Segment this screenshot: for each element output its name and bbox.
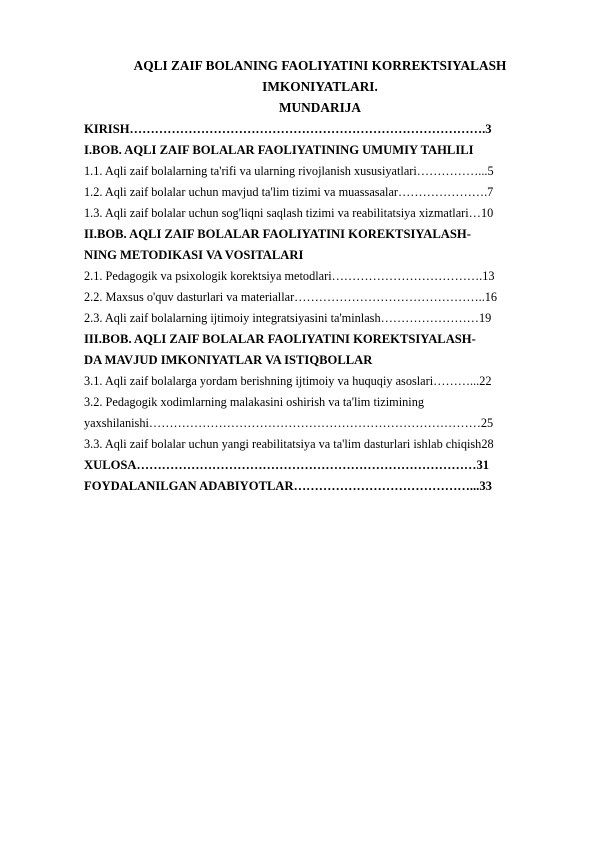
toc-chapter-2-line-1: II.BOB. AQLI ZAIF BOLALAR FAOLIYATINI KOREKTSIYALASH- <box>84 227 471 241</box>
toc-entry-3-2-line-2: yaxshilanishi………………………………………………………………………25 <box>84 416 494 430</box>
table-of-contents <box>84 119 556 497</box>
toc-heading: MUNDARIJA <box>279 100 361 115</box>
toc-entry-1-3: 1.3. Aqli zaif bolalar uchun sog'liqni saqlash tizimi va reabilitatsiya xizmatlari…10 <box>84 206 494 220</box>
toc-entry-3-3: 3.3. Aqli zaif bolalar uchun yangi reabilitatsiya va ta'lim dasturlari ishlab chiqish28 <box>84 437 494 451</box>
toc-chapter-3-line-1: III.BOB. AQLI ZAIF BOLALAR FAOLIYATINI KOREKTSIYALASH- <box>84 332 476 346</box>
toc-entry-2-1: 2.1. Pedagogik va psixologik korektsiya metodlari……………………………….13 <box>84 269 495 283</box>
toc-entry-references: FOYDALANILGAN ADABIYOTLAR……………………………………...33 <box>84 479 492 493</box>
toc-entry-xulosa: XULOSA………………………………………………………………………31 <box>84 458 490 472</box>
toc-entry-kirish: KIRISH………………………………………………………………………….3 <box>84 122 492 136</box>
toc-chapter-2-line-2: NING METODIKASI VA VOSITALARI <box>84 248 304 262</box>
title-line-2: IMKONIYATLARI. <box>262 79 378 94</box>
title-line-1: AQLI ZAIF BOLANING FAOLIYATINI KORREKTSIYALASH <box>133 58 507 73</box>
document-page <box>84 55 556 497</box>
toc-chapter-3 <box>84 329 556 371</box>
toc-entry-3-2 <box>84 392 556 434</box>
toc-entry-1-2: 1.2. Aqli zaif bolalar uchun mavjud ta'lim tizimi va muassasalar………………….7 <box>84 185 494 199</box>
toc-entry-1-1: 1.1. Aqli zaif bolalarning ta'rifi va ularning rivojlanish xususiyatlari……………...5 <box>84 164 494 178</box>
toc-entry-2-3: 2.3. Aqli zaif bolalarning ijtimoiy integratsiyasini ta'minlash……………………19 <box>84 311 492 325</box>
toc-entry-3-1: 3.1. Aqli zaif bolalarga yordam berishning ijtimoiy va huquqiy asoslari………...22 <box>84 374 492 388</box>
toc-entry-2-2: 2.2. Maxsus o'quv dasturlari va materiallar………………………………………..16 <box>84 290 498 304</box>
toc-entry-3-2-line-1: 3.2. Pedagogik xodimlarning malakasini oshirish va ta'lim tizimining <box>84 395 424 409</box>
toc-chapter-1: I.BOB. AQLI ZAIF BOLALAR FAOLIYATINING UMUMIY TAHLILI <box>84 143 474 157</box>
toc-chapter-3-line-2: DA MAVJUD IMKONIYATLAR VA ISTIQBOLLAR <box>84 353 373 367</box>
toc-chapter-2 <box>84 224 556 266</box>
document-title <box>84 55 556 97</box>
